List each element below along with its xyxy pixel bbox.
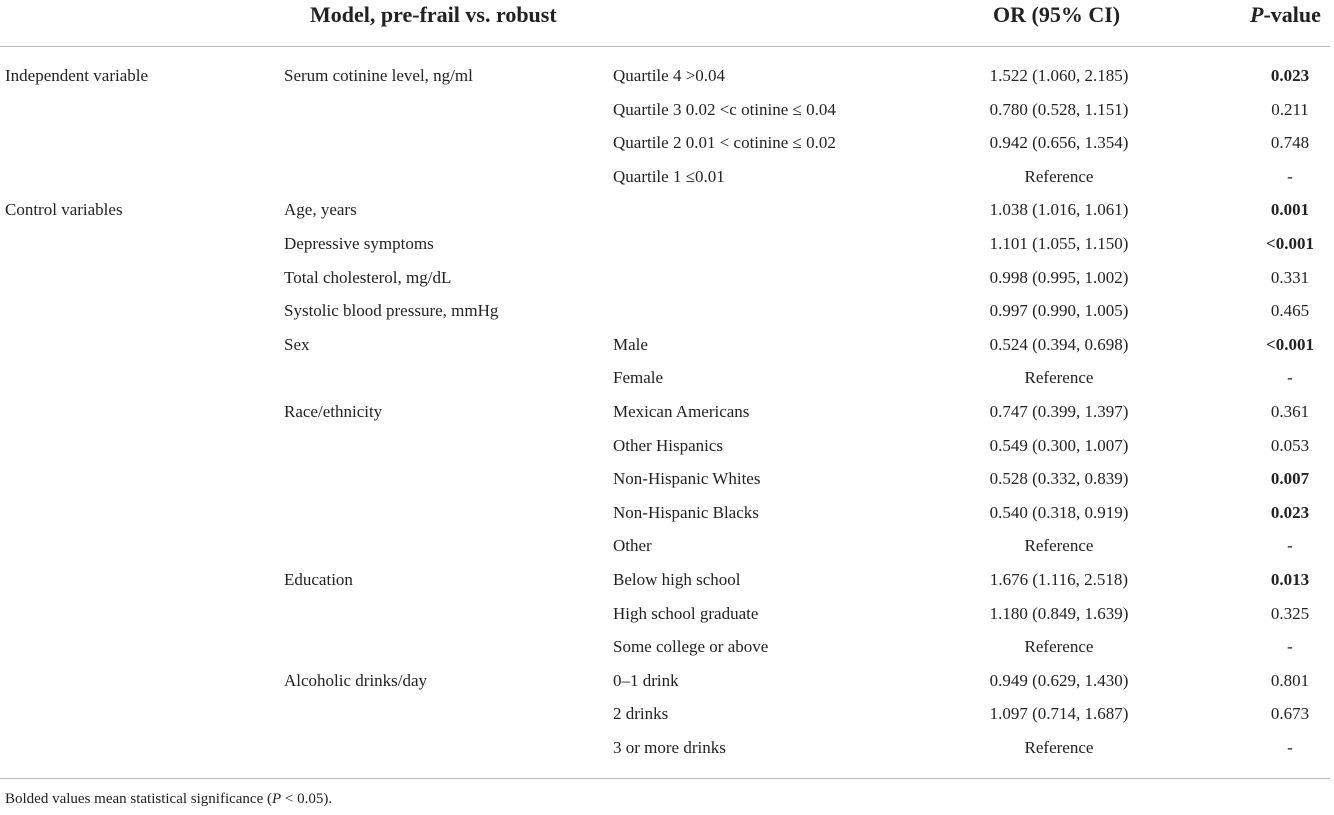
table-row xyxy=(0,497,1330,531)
cell-variable: Alcoholic drinks/day xyxy=(284,670,428,690)
cell-level: Quartile 1 ≤0.01 xyxy=(613,166,725,186)
cell-p-value: 0.801 xyxy=(1270,670,1310,690)
table-footnote xyxy=(5,791,332,808)
cell-or-ci: Reference xyxy=(1024,737,1094,757)
cell-level: High school graduate xyxy=(613,603,759,623)
cell-level: 2 drinks xyxy=(613,704,669,724)
header-p-rest: -value xyxy=(1263,2,1321,27)
cell-or-ci: 0.540 (0.318, 0.919) xyxy=(989,502,1129,522)
cell-or-ci: 0.549 (0.300, 1.007) xyxy=(989,435,1129,455)
footnote-before: Bolded values mean statistical significance ( xyxy=(5,791,272,807)
cell-p-value: 0.023 xyxy=(1270,66,1310,85)
cell-p-value: - xyxy=(1287,166,1293,186)
cell-or-ci: 0.780 (0.528, 1.151) xyxy=(989,99,1129,119)
cell-p-value: 0.748 xyxy=(1270,133,1310,153)
cell-level: Quartile 3 0.02 <c otinine ≤ 0.04 xyxy=(613,99,836,119)
table-row xyxy=(0,329,1330,363)
cell-p-value: - xyxy=(1287,536,1293,556)
cell-p-value: <0.001 xyxy=(1266,334,1314,354)
cell-level: Non-Hispanic Blacks xyxy=(613,502,759,522)
cell-p-value: 0.023 xyxy=(1270,502,1310,522)
cell-level: 3 or more drinks xyxy=(613,737,726,757)
table-row xyxy=(0,732,1330,766)
cell-group: Control variables xyxy=(5,200,123,220)
table-row xyxy=(0,362,1330,396)
cell-or-ci: 0.949 (0.629, 1.430) xyxy=(989,670,1129,690)
table-row xyxy=(0,194,1330,228)
table-row xyxy=(0,262,1330,296)
cell-p-value: <0.001 xyxy=(1266,233,1314,253)
cell-or-ci: 1.676 (1.116, 2.518) xyxy=(989,569,1129,589)
cell-or-ci: 1.101 (1.055, 1.150) xyxy=(989,233,1129,253)
cell-level: Male xyxy=(613,334,648,354)
header-or-ci: OR (95% CI) xyxy=(993,2,1121,27)
cell-level: Female xyxy=(613,368,664,388)
cell-level: Below high school xyxy=(613,569,741,589)
table-row xyxy=(0,665,1330,699)
cell-level: 0–1 drink xyxy=(613,670,679,690)
cell-or-ci: 0.524 (0.394, 0.698) xyxy=(989,334,1129,354)
cell-p-value: 0.211 xyxy=(1271,99,1309,119)
cell-p-value: 0.331 xyxy=(1270,267,1310,287)
cell-p-value: 0.361 xyxy=(1270,401,1310,421)
cell-variable: Education xyxy=(284,569,353,589)
cell-or-ci: 1.522 (1.060, 2.185) xyxy=(989,66,1129,85)
cell-p-value: 0.465 xyxy=(1270,301,1310,321)
table-row xyxy=(0,530,1330,564)
cell-level: Other Hispanics xyxy=(613,435,724,455)
header-p-value xyxy=(1250,2,1321,28)
header-model: Model, pre-frail vs. robust xyxy=(310,2,557,27)
cell-or-ci: Reference xyxy=(1024,637,1094,657)
table-row xyxy=(0,631,1330,665)
cell-level: Quartile 4 >0.04 xyxy=(613,66,726,85)
cell-or-ci: 1.097 (0.714, 1.687) xyxy=(989,704,1129,724)
cell-p-value: - xyxy=(1287,737,1293,757)
table-row xyxy=(0,228,1330,262)
cell-variable: Serum cotinine level, ng/ml xyxy=(284,66,473,85)
footnote-after: < 0.05). xyxy=(281,791,333,807)
table-row xyxy=(0,430,1330,464)
cell-p-value: 0.007 xyxy=(1270,469,1310,489)
cell-level: Quartile 2 0.01 < cotinine ≤ 0.02 xyxy=(613,133,836,153)
footnote-p-italic: P xyxy=(272,791,282,807)
cell-variable: Race/ethnicity xyxy=(284,401,383,421)
cell-p-value: 0.001 xyxy=(1270,200,1310,220)
cell-level: Mexican Americans xyxy=(613,401,750,421)
cell-or-ci: Reference xyxy=(1024,536,1094,556)
cell-p-value: 0.013 xyxy=(1270,569,1310,589)
cell-level: Other xyxy=(613,536,652,556)
table-row xyxy=(0,396,1330,430)
cell-variable: Systolic blood pressure, mmHg xyxy=(284,301,499,321)
table-row xyxy=(0,463,1330,497)
cell-p-value: - xyxy=(1287,368,1293,388)
cell-or-ci: Reference xyxy=(1024,368,1094,388)
cell-or-ci: 0.942 (0.656, 1.354) xyxy=(989,133,1129,153)
table-row xyxy=(0,161,1330,195)
cell-variable: Depressive symptoms xyxy=(284,233,434,253)
cell-or-ci: 0.998 (0.995, 1.002) xyxy=(989,267,1129,287)
table-bottom-rule xyxy=(0,778,1330,779)
cell-variable: Total cholesterol, mg/dL xyxy=(284,267,452,287)
table-header xyxy=(0,0,1330,47)
cell-or-ci: 0.747 (0.399, 1.397) xyxy=(989,401,1129,421)
table-body xyxy=(0,60,1330,765)
table-row xyxy=(0,60,1330,94)
table-row xyxy=(0,94,1330,128)
cell-or-ci: 0.997 (0.990, 1.005) xyxy=(989,301,1129,321)
table-row xyxy=(0,564,1330,598)
cell-p-value: 0.673 xyxy=(1270,704,1310,724)
table-row xyxy=(0,598,1330,632)
table-row xyxy=(0,127,1330,161)
cell-group: Independent variable xyxy=(5,66,149,85)
header-p-italic: P xyxy=(1250,2,1264,27)
table-row xyxy=(0,295,1330,329)
cell-variable: Sex xyxy=(284,334,310,354)
cell-or-ci: 1.038 (1.016, 1.061) xyxy=(989,200,1129,220)
cell-or-ci: Reference xyxy=(1024,166,1094,186)
cell-or-ci: 0.528 (0.332, 0.839) xyxy=(989,469,1129,489)
cell-level: Non-Hispanic Whites xyxy=(613,469,761,489)
table-row xyxy=(0,698,1330,732)
cell-or-ci: 1.180 (0.849, 1.639) xyxy=(989,603,1129,623)
cell-p-value: - xyxy=(1287,637,1293,657)
cell-level: Some college or above xyxy=(613,637,769,657)
cell-variable: Age, years xyxy=(284,200,357,220)
cell-p-value: 0.325 xyxy=(1270,603,1310,623)
cell-p-value: 0.053 xyxy=(1270,435,1310,455)
